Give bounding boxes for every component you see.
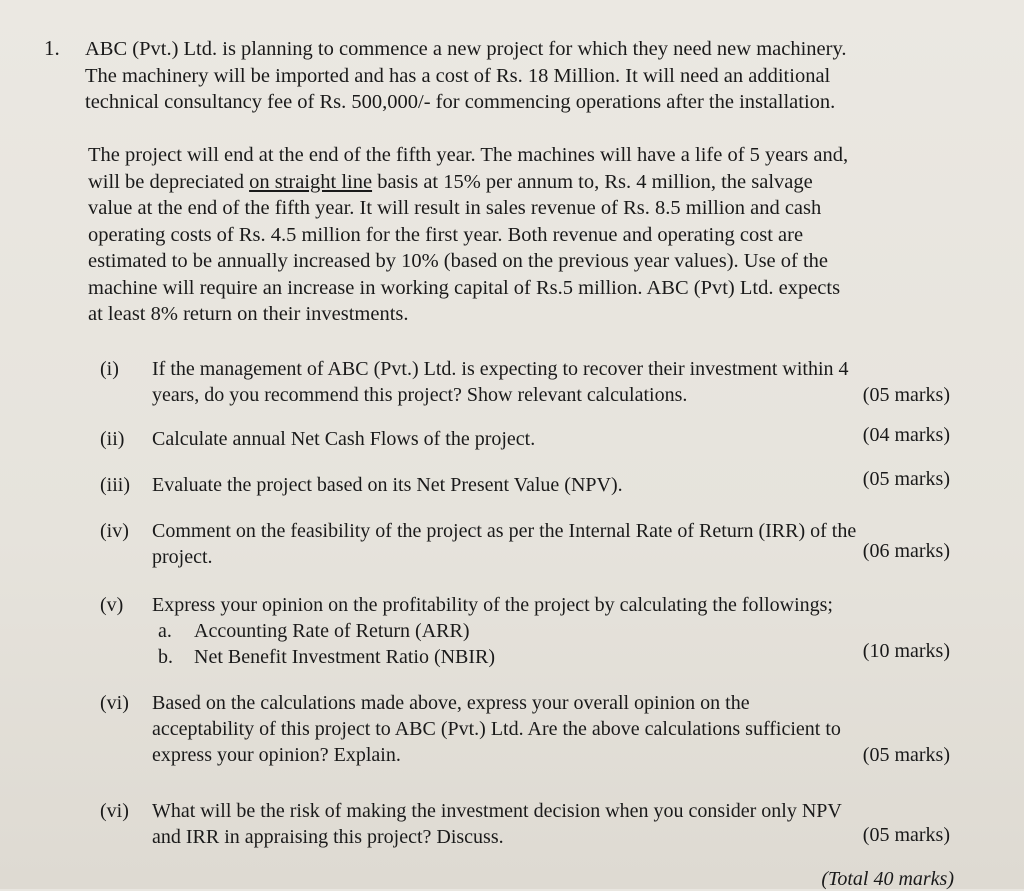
marks-label: (05 marks) [862, 744, 950, 766]
item-text: Evaluate the project based on its Net Present Value (NPV). [152, 474, 623, 496]
body-line: estimated to be annually increased by 10% (based on the previous year values). Use of the [88, 250, 829, 272]
marks-label: (10 marks) [862, 640, 950, 662]
intro-paragraph [85, 36, 965, 116]
intro-line: technical consultancy fee of Rs. 500,000/- for commencing operations after the installation. [85, 91, 836, 113]
item-text: What will be the risk of making the investment decision when you consider only NPV [152, 800, 842, 822]
item-number: (vi) [100, 800, 129, 822]
item-text: years, do you recommend this project? Show relevant calculations. [152, 384, 688, 406]
item-text: acceptability of this project to ABC (Pvt.) Ltd. Are the above calculations sufficient to [152, 718, 841, 740]
sub-question-vi [100, 690, 950, 770]
body-paragraph [88, 142, 968, 328]
item-number: (vi) [100, 692, 129, 714]
question-number: 1. [44, 36, 60, 60]
marks-label: (05 marks) [862, 824, 950, 846]
item-text: Express your opinion on the profitability of the project by calculating the followings; [152, 594, 833, 616]
sub-letter: a. [158, 620, 172, 642]
body-line: machine will require an increase in working capital of Rs.5 million. ABC (Pvt) Ltd. expects [88, 276, 841, 299]
marks-label: (06 marks) [862, 540, 950, 562]
sub-question-iv [100, 518, 950, 572]
item-text: Calculate annual Net Cash Flows of the project. [152, 428, 536, 450]
marks-label: (04 marks) [862, 424, 950, 446]
item-number: (v) [100, 594, 124, 616]
sub-letter: b. [158, 646, 173, 668]
sub-question-ii [100, 426, 950, 454]
sub-question-v [100, 592, 950, 672]
marks-label: (05 marks) [862, 468, 950, 490]
body-line: The project will end at the end of the fifth year. The machines will have a life of 5 years and, [88, 144, 849, 166]
item-number: (iii) [100, 474, 130, 496]
sub-item-a [152, 618, 950, 644]
sub-question-iii [100, 468, 950, 500]
body-line: at least 8% return on their investments. [88, 303, 409, 325]
item-text: express your opinion? Explain. [152, 744, 401, 766]
sub-question-i [100, 356, 950, 410]
body-line: value at the end of the fifth year. It will result in sales revenue of Rs. 8.5 million and cash [88, 197, 822, 219]
body-text: basis at 15% per annum to, Rs. 4 million, the salvage [372, 170, 813, 193]
sub-text: Net Benefit Investment Ratio (NBIR) [194, 646, 496, 668]
sub-item-b [152, 644, 950, 670]
marks-label: (05 marks) [862, 384, 950, 406]
item-text: Comment on the feasibility of the project as per the Internal Rate of Return (IRR) of the [152, 520, 857, 542]
sub-text: Accounting Rate of Return (ARR) [194, 620, 470, 642]
item-text: and IRR in appraising this project? Discuss. [152, 826, 504, 848]
item-number: (i) [100, 358, 119, 380]
item-number: (ii) [100, 428, 125, 450]
intro-line: ABC (Pvt.) Ltd. is planning to commence a new project for which they need new machinery. [85, 38, 847, 60]
item-number: (iv) [100, 520, 129, 542]
item-text: Based on the calculations made above, express your overall opinion on the [152, 692, 750, 714]
underlined-phrase: on straight line [249, 170, 373, 193]
item-text: project. [152, 546, 213, 568]
body-line: operating costs of Rs. 4.5 million for the first year. Both revenue and operating cost are [88, 223, 804, 246]
total-marks: (Total 40 marks) [821, 868, 954, 890]
intro-line: The machinery will be imported and has a cost of Rs. 18 Million. It will need an additional [85, 64, 831, 87]
sub-question-vi-b [100, 798, 950, 852]
body-line [88, 169, 968, 196]
body-text: will be depreciated [88, 170, 250, 193]
item-text: If the management of ABC (Pvt.) Ltd. is expecting to recover their investment within 4 [152, 358, 849, 380]
